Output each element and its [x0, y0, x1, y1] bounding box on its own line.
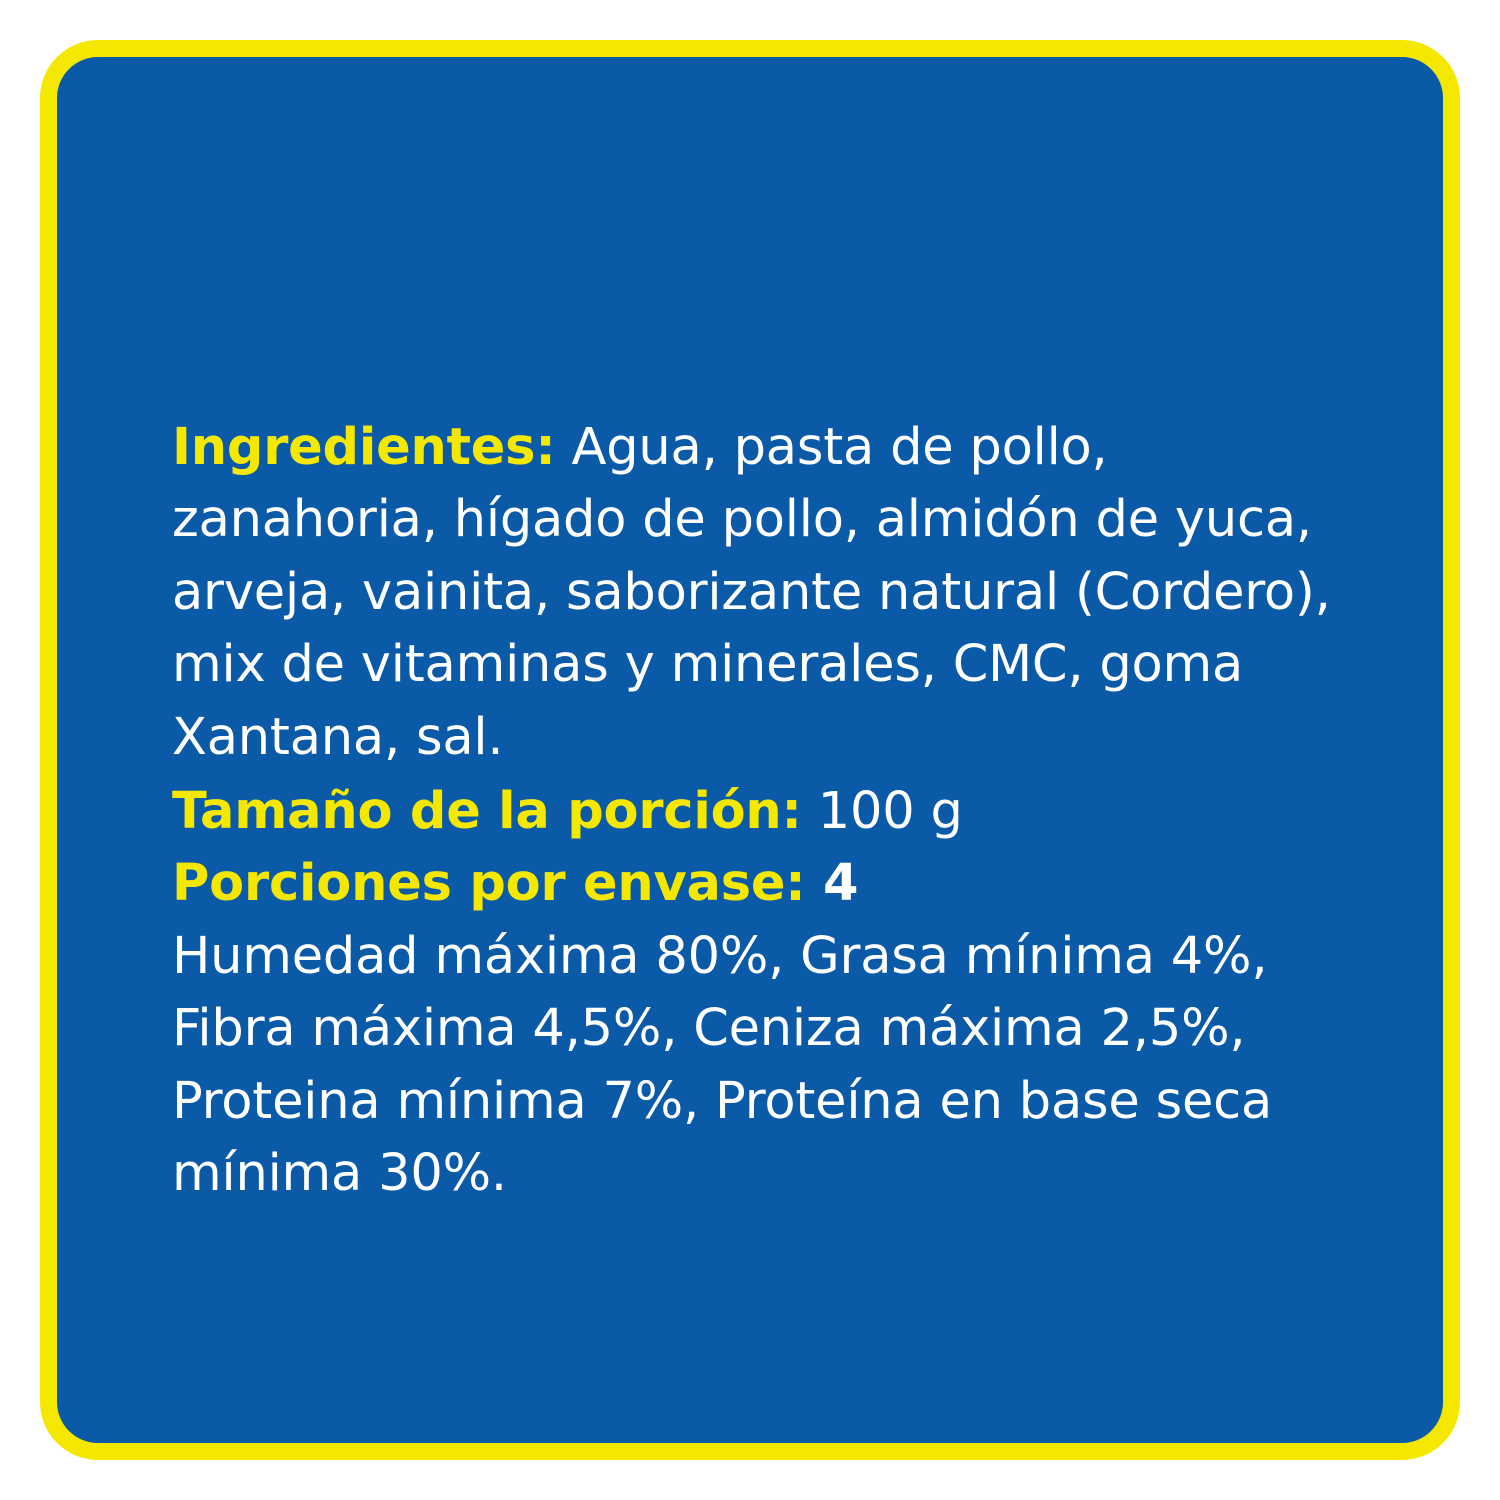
servings-per-container-heading: Porciones por envase:: [172, 854, 806, 914]
guaranteed-analysis-paragraph: Humedad máxima 80%, Grasa mínima 4%, Fibra máxima 4,5%, Ceniza máxima 2,5%, Proteina mínima 7%, Proteína en base seca mínima 30%.: [172, 926, 1273, 1204]
servings-per-container-value: [805, 854, 858, 913]
serving-size-line: [172, 776, 1387, 848]
label-content: [172, 412, 1387, 1212]
ingredients-paragraph: [172, 412, 1387, 774]
servings-count: 4: [823, 854, 859, 914]
serving-size-value: 100 g: [801, 782, 963, 842]
nutrition-label-panel: [40, 40, 1460, 1460]
servings-per-container-line: [172, 848, 1387, 920]
ingredients-text: Agua, pasta de pollo, zanahoria, hígado de pollo, almidón de yuca, arveja, vainita, saborizante natural (Cordero), mix de vitaminas y minerales, CMC, goma Xantana, sal.: [172, 418, 1331, 767]
ingredients-heading: Ingredientes:: [172, 418, 556, 477]
serving-size-heading: Tamaño de la porción:: [172, 782, 802, 842]
